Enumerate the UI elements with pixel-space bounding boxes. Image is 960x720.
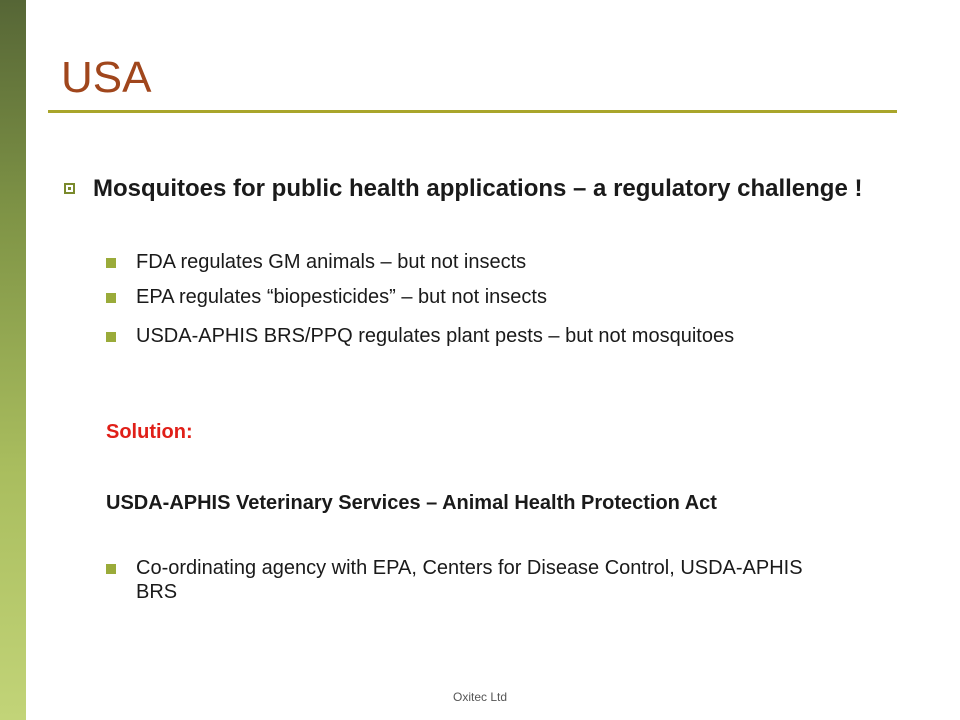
main-bullet-text: Mosquitoes for public health applications – a regulatory challenge ! [93,175,863,202]
solution-label: Solution: [106,421,193,443]
square-bullet-icon [106,564,116,574]
sub-bullet-text: EPA regulates “biopesticides” – but not insects [136,286,547,308]
slide-title: USA [61,53,152,102]
footer-text: Oxitec Ltd [452,690,508,704]
sub-bullet [106,324,826,348]
square-bullet-icon [106,258,116,268]
sub-bullet-text: USDA-APHIS BRS/PPQ regulates plant pests – but not mosquitoes [136,325,735,347]
sub-bullet [106,285,826,309]
box-bullet-icon [64,183,75,194]
square-bullet-icon [106,293,116,303]
solution-heading: USDA-APHIS Veterinary Services – Animal Health Protection Act [106,492,717,514]
square-bullet-icon [106,332,116,342]
sub-bullet [106,250,826,274]
sub-bullet-text: Co-ordinating agency with EPA, Centers for Disease Control, USDA-APHIS BRS [136,557,803,603]
sub-bullet-text: FDA regulates GM animals – but not insects [136,251,527,273]
sub-bullet [106,556,826,604]
main-bullet [64,172,884,205]
